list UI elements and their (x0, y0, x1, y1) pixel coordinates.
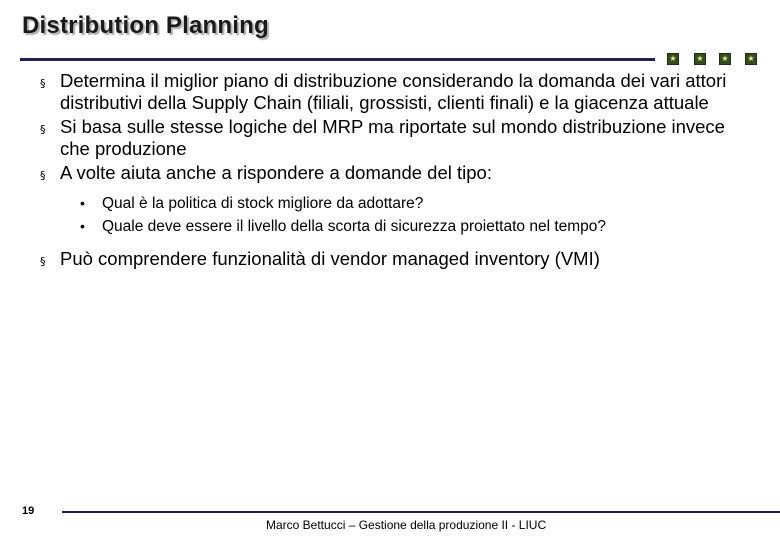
bullet-item (40, 116, 740, 160)
bullet-text: A volte aiuta anche a rispondere a domande del tipo: (60, 162, 492, 183)
footer-divider (62, 511, 780, 513)
slide-title: Distribution Planning (22, 12, 269, 39)
star-icon: ★ (694, 53, 706, 65)
bullet-item (40, 248, 740, 270)
bullet-text: Determina il miglior piano di distribuzione considerando la domanda dei vari attori distributivi della Supply Chain (filiali, grossisti, clienti finali) e la giacenza attuale (60, 70, 727, 113)
star-icon: ★ (719, 53, 731, 65)
footer-text: Marco Bettucci – Gestione della produzione II - LIUC (266, 518, 547, 532)
bullet-item (40, 70, 740, 114)
bullet-mark: § (40, 169, 46, 182)
sub-bullet-text: Qual è la politica di stock migliore da adottare? (102, 195, 424, 212)
page-number: 19 (22, 505, 35, 517)
bullet-text: Può comprendere funzionalità di vendor managed inventory (VMI) (60, 248, 600, 269)
star-icon: ★ (745, 53, 757, 65)
bullet-item (40, 162, 740, 184)
sub-bullet-item (80, 215, 740, 238)
star-icon: ★ (667, 53, 679, 65)
sub-bullet-text: Quale deve essere il livello della scorta di sicurezza proiettato nel tempo? (102, 218, 607, 235)
bullet-list (40, 70, 740, 272)
sub-bullet-mark: • (80, 195, 85, 211)
bullet-text: Si basa sulle stesse logiche del MRP ma riportate sul mondo distribuzione invece che produzione (60, 116, 725, 159)
bullet-mark: § (40, 255, 46, 268)
bullet-mark: § (40, 123, 46, 136)
bullet-mark: § (40, 77, 46, 90)
sub-bullet-mark: • (80, 218, 85, 234)
sub-bullet-item (80, 192, 740, 215)
decor-icons (0, 53, 780, 67)
sub-bullet-list (80, 192, 740, 238)
